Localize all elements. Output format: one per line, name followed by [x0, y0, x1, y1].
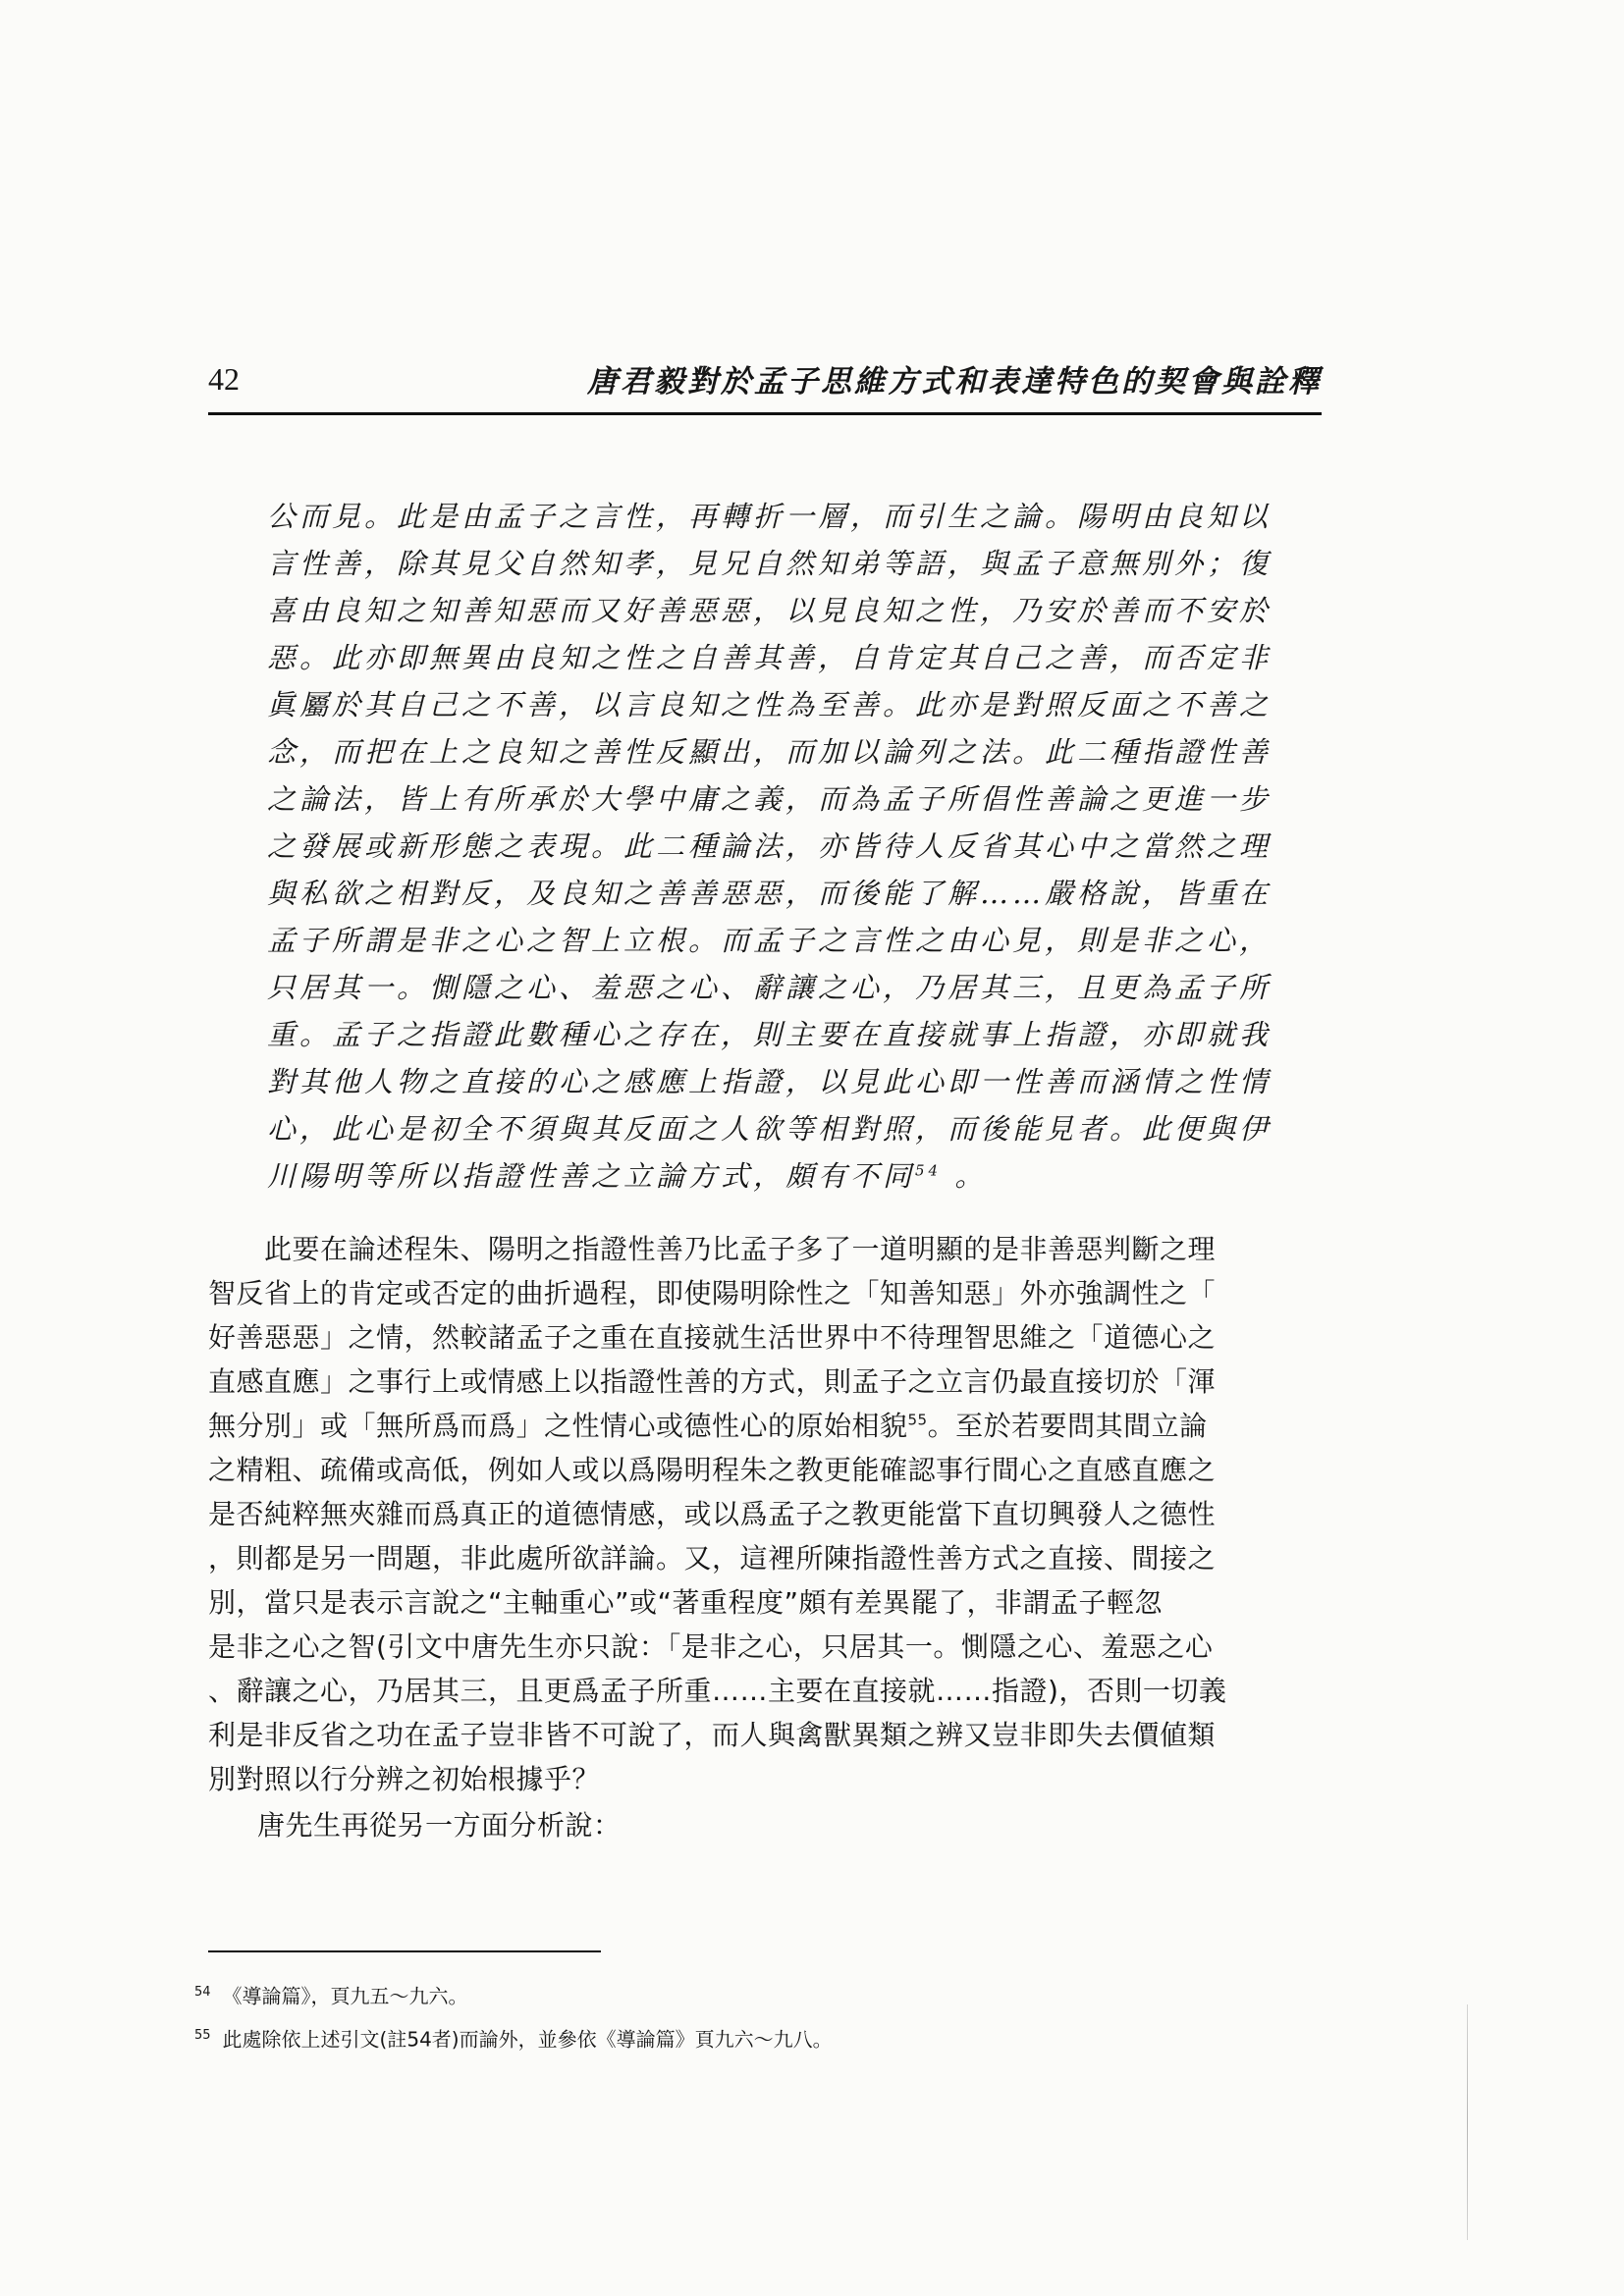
page-header — [208, 359, 1322, 410]
quote-text: 公而見。此是由孟子之言性，再轉折一層，而引生之論。陽明由良知以 言性善，除其見父自然知孝，見兄自然知弟等語，與孟子意無別外；復 喜由良知之知善知惡而又好善惡惡，以見良知之性，乃安於善而不安於 惡。此亦即無異由良知之性之自善其善，自肯定其自己之善，而否定非 眞屬於其自己之不善，以言良知之性為至善。此亦是對照反面之不善之 念，而把在上之良知之善性反顯出，而加以論列之法。此二種指證性善 之論法，皆上有所承於大學中庸之義，而為孟子所倡性善論之更進一步 之發展或新形態之表現。此二種論法，亦皆待人反省其心中之當然之理 與私欲之相對反，及良知之善善惡惡，而後能了解……嚴格說，皆重在 孟子所謂是非之心之智上立根。而孟子之言性之由心見，則是非之心， 只居其一。惻隱之心、羞惡之心、辭讓之心，乃居其三，且更為孟子所 重。孟子之指證此數種心之存在，則主要在直接就事上指證，亦即就我 對其他人物之直接的心之感應上指證，以見此心即一性善而涵情之性情 心，此心是初全不須與其反面之人欲等相對照，而後能見者。此便與伊 川陽明等所以指證性善之立論方式，頗有不同 — [267, 500, 1272, 1193]
footnote-mark: 55 — [194, 2027, 211, 2043]
paragraph-1-text-a: 此要在論述程朱、陽明之指證性善乃比孟子多了一道明顯的是非善惡判斷之理 智反省上的肯定或否定的曲折過程，即使陽明除性之「知善知惡」外亦強調性之「 好善惡惡」之情，然較諸孟子之重在直接就生活世界中不待理智思維之「道德心之 直感直應」之事行上或情感上以指證性善的方式，則孟子之立言仍最直接切於「渾 無分別」或「無所爲而爲」之性情心或德性心的原始相貌 — [208, 1233, 1217, 1442]
footnote-54 — [194, 1973, 1274, 2016]
footnote-text: 《導論篇》，頁九五～九六。 — [222, 1984, 468, 2008]
footnote-ref-55[interactable]: 55 — [907, 1411, 928, 1429]
scan-edge-mark — [1467, 2004, 1468, 2240]
paragraph-1-text-b: 。至於若要問其間立論 之精粗、疏備或高低，例如人或以爲陽明程朱之教更能確認事行間心之直感直應之 是否純粹無夾雜而爲真正的道德情感，或以爲孟子之教更能當下直切興發人之德性 ，則都是另一問題，非此處所欲詳論。又，這裡所陳指證性善方式之直接、間接之 別，當只是表示言說之“主軸重心”或“著重程度”頗有差異罷了，非謂孟子輕忽 是非之心之智(引文中唐先生亦只說：「是非之心，只居其一。惻隱之心、羞惡之心 、辭讓之心，乃居其三，且更爲孟子所重……主要在直接就……指證)，否則一切義 利是非反省之功在孟子豈非皆不可說了，而人與禽獸異類之辨又豈非即失去價値類 別對照以行分辨之初始根據乎？ — [208, 1410, 1227, 1795]
quote-end: 。 — [942, 1159, 988, 1193]
footnote-mark: 54 — [194, 1985, 211, 2000]
body-paragraph-1 — [208, 1227, 1320, 1801]
body-text — [208, 1227, 1320, 1847]
running-title: 唐君毅對於孟子思維方式和表達特色的契會與詮釋 — [587, 364, 1322, 400]
footnotes — [194, 1973, 1274, 2058]
footnote-separator — [208, 1950, 601, 1952]
quote-paragraph — [267, 493, 1320, 1200]
block-quote — [267, 493, 1320, 1200]
footnote-text: 此處除依上述引文(註54者)而論外，並參依《導論篇》頁九六～九八。 — [222, 2027, 833, 2052]
footnote-55 — [194, 2016, 1274, 2059]
page-number: 42 — [208, 361, 240, 397]
header-rule — [208, 412, 1322, 415]
footnote-ref-54[interactable]: 54 — [915, 1161, 943, 1180]
body-paragraph-2: 唐先生再從另一方面分析說： — [257, 1809, 622, 1842]
